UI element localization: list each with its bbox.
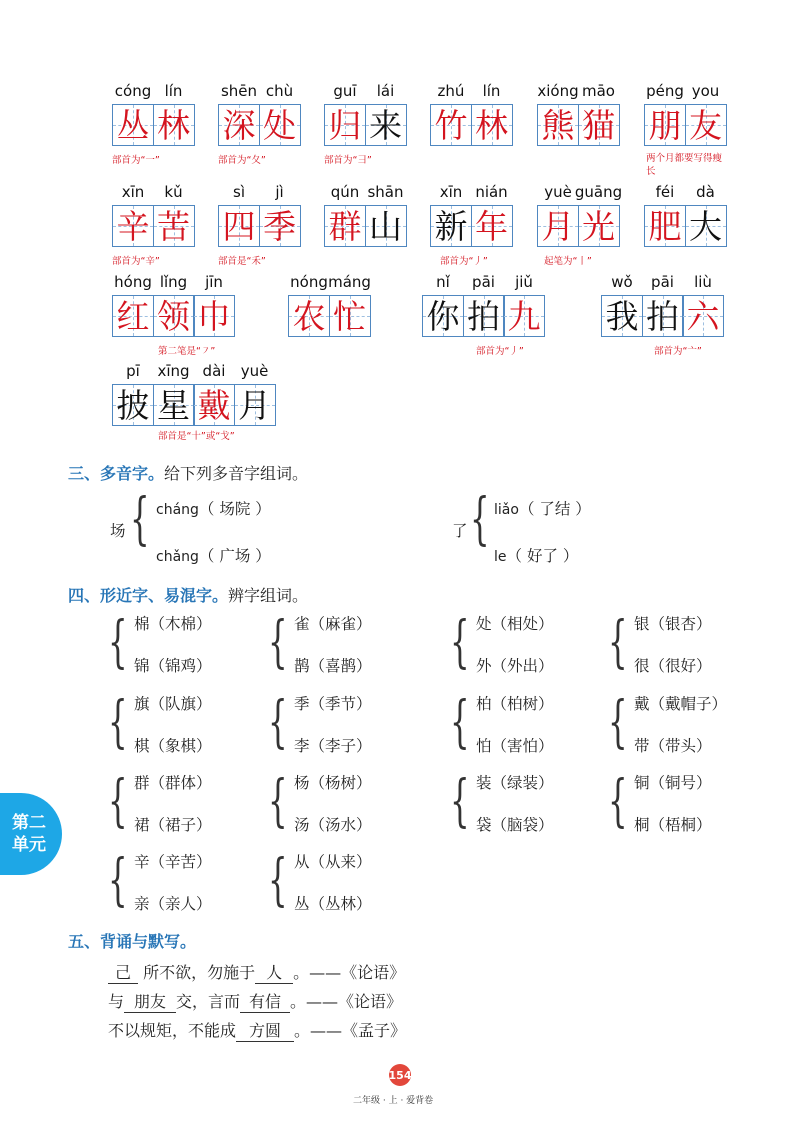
tianzige-grid <box>430 104 511 146</box>
char-cell: 季 <box>259 205 301 247</box>
word-group <box>430 82 513 146</box>
brace-icon: { <box>108 690 128 755</box>
word-group <box>324 183 407 247</box>
similar-char-item: 雀（麻雀） <box>294 615 372 633</box>
similar-char-item: 装（绿装） <box>476 774 554 792</box>
char-cell: 林 <box>153 104 195 146</box>
brace-icon: { <box>450 610 470 675</box>
pinyin-row <box>537 82 620 104</box>
char-cell: 光 <box>578 205 620 247</box>
brace-icon: { <box>450 769 470 834</box>
word-group <box>112 183 195 247</box>
pinyin: sì <box>233 183 245 201</box>
char-cell: 山 <box>365 205 407 247</box>
tianzige-grid <box>218 205 299 247</box>
stroke-hint: 部首为“辛” <box>112 256 160 267</box>
recitation-line <box>108 989 402 1013</box>
fill-blank: 人 <box>255 960 293 984</box>
char-cell: 苦 <box>153 205 195 247</box>
brace-icon: { <box>108 610 128 675</box>
pinyin: zhú <box>437 82 465 100</box>
stroke-hint: 部首是“禾” <box>218 256 266 267</box>
stroke-hint: 部首为“亠” <box>654 346 702 357</box>
similar-char-item: 亲（亲人） <box>134 895 212 913</box>
pinyin: nǐ <box>436 273 450 291</box>
word-group <box>218 82 301 146</box>
similar-char-item: 从（从来） <box>294 853 372 871</box>
pinyin: guāng <box>574 183 623 201</box>
similar-char-item: 李（李子） <box>294 737 372 755</box>
stroke-hint: 部首为“彐” <box>324 155 372 166</box>
recitation-line <box>108 960 405 984</box>
similar-char-item: 杨（杨树） <box>294 774 372 792</box>
pinyin: jīn <box>205 273 223 291</box>
similar-char-item: 旗（队旗） <box>134 695 212 713</box>
brace-icon: { <box>268 848 288 913</box>
section5-header: 五、背诵与默写。 <box>68 932 197 951</box>
similar-char-item: 袋（脑袋） <box>476 816 554 834</box>
pinyin: xīng <box>157 362 190 380</box>
similar-char-item: 汤（汤水） <box>294 816 372 834</box>
word-group <box>601 273 724 337</box>
polyphone-char: 了 <box>452 522 468 540</box>
line-text: 。——《论语》 <box>290 992 403 1011</box>
stroke-hint: 部首为“一” <box>112 155 160 166</box>
tianzige-grid <box>218 104 299 146</box>
stroke-hint: 部首为“夂” <box>218 155 266 166</box>
brace-icon: { <box>268 610 288 675</box>
pinyin-row <box>112 183 195 205</box>
pinyin: lǐng <box>159 273 188 291</box>
char-cell: 九 <box>503 295 545 337</box>
pinyin: kǔ <box>164 183 183 201</box>
char-cell: 来 <box>365 104 407 146</box>
similar-char-item: 群（群体） <box>134 774 212 792</box>
pinyin: hóng <box>114 273 152 291</box>
char-cell: 披 <box>112 384 154 426</box>
pinyin: yuè <box>240 362 269 380</box>
similar-char-item: 季（季节） <box>294 695 372 713</box>
char-cell: 六 <box>682 295 724 337</box>
word-group <box>324 82 407 146</box>
brace-icon: { <box>608 690 628 755</box>
similar-char-item: 外（外出） <box>476 657 554 675</box>
stroke-hint: 第二笔是“㇇” <box>158 346 216 357</box>
fill-blank: 方圆 <box>236 1018 294 1042</box>
similar-char-item: 很（很好） <box>634 657 712 675</box>
brace-icon: { <box>470 487 490 552</box>
fill-blank: 有信 <box>240 989 290 1013</box>
pinyin: máng <box>328 273 371 291</box>
pinyin-row <box>218 183 301 205</box>
char-cell: 熊 <box>537 104 579 146</box>
pinyin-row <box>644 82 727 104</box>
pinyin: xīn <box>439 183 463 201</box>
char-cell: 朋 <box>644 104 686 146</box>
similar-char-item: 裙（裙子） <box>134 816 212 834</box>
pinyin-row <box>422 273 545 295</box>
brace-icon: { <box>608 610 628 675</box>
polyphone-char: 场 <box>110 522 126 540</box>
pinyin: liù <box>694 273 712 291</box>
brace-icon: { <box>450 690 470 755</box>
pinyin-row <box>288 273 371 295</box>
similar-char-item: 处（相处） <box>476 615 554 633</box>
pinyin: shēn <box>220 82 258 100</box>
pinyin: yuè <box>544 183 572 201</box>
char-cell: 月 <box>234 384 276 426</box>
pinyin-row <box>324 183 407 205</box>
pinyin: guī <box>333 82 357 100</box>
brace-icon: { <box>268 769 288 834</box>
pinyin: jiǔ <box>515 273 533 291</box>
similar-char-item: 丛（丛林） <box>294 895 372 913</box>
pinyin: féi <box>655 183 675 201</box>
page-number: 154 <box>389 1064 411 1086</box>
char-cell: 领 <box>153 295 195 337</box>
unit-tab: 第二 单元 <box>0 793 62 875</box>
pinyin: qún <box>330 183 360 201</box>
pinyin: péng <box>646 82 684 100</box>
char-cell: 处 <box>259 104 301 146</box>
pinyin: lái <box>376 82 395 100</box>
pinyin: lín <box>482 82 501 100</box>
fill-blank: 朋友 <box>124 989 176 1013</box>
word-group <box>537 183 623 247</box>
char-cell: 巾 <box>193 295 235 337</box>
pinyin-row <box>644 183 727 205</box>
similar-char-item: 银（银杏） <box>634 615 712 633</box>
line-text: 。——《论语》 <box>293 963 406 982</box>
tianzige-grid <box>537 205 618 247</box>
line-text: 不以规矩，不能成 <box>108 1021 237 1040</box>
char-cell: 猫 <box>578 104 620 146</box>
char-cell: 月 <box>537 205 579 247</box>
word-group <box>644 82 727 146</box>
similar-char-item: 辛（辛苦） <box>134 853 212 871</box>
tianzige-grid <box>422 295 544 337</box>
pinyin: lín <box>164 82 183 100</box>
pinyin: pāi <box>472 273 495 291</box>
line-text: 所不欲，勿施于 <box>138 963 256 982</box>
char-cell: 深 <box>218 104 260 146</box>
recitation-line <box>108 1018 406 1042</box>
pinyin-row <box>218 82 301 104</box>
char-cell: 新 <box>430 205 472 247</box>
fill-blank: 己 <box>108 960 138 984</box>
stroke-hint: 部首为“丿” <box>476 346 524 357</box>
tianzige-grid <box>601 295 723 337</box>
similar-char-item: 铜（铜号） <box>634 774 712 792</box>
pinyin-row <box>601 273 724 295</box>
stroke-hint: 两个月都要写得瘦长 <box>646 153 723 177</box>
tianzige-grid <box>537 104 618 146</box>
pinyin: nóng <box>290 273 328 291</box>
polyphone-item: chǎng（ 广场 ） <box>156 547 271 565</box>
pinyin-row <box>430 183 513 205</box>
similar-char-item: 鹊（喜鹊） <box>294 657 372 675</box>
char-cell: 丛 <box>112 104 154 146</box>
brace-icon: { <box>608 769 628 834</box>
polyphone-item: liǎo（ 了结 ） <box>494 500 591 518</box>
pinyin: pāi <box>651 273 674 291</box>
char-cell: 我 <box>601 295 643 337</box>
char-cell: 辛 <box>112 205 154 247</box>
char-cell: 肥 <box>644 205 686 247</box>
word-group <box>112 273 235 337</box>
pinyin: chù <box>265 82 294 100</box>
similar-char-item: 柏（柏树） <box>476 695 554 713</box>
pinyin-row <box>430 82 513 104</box>
char-cell: 拍 <box>463 295 505 337</box>
stroke-hint: 起笔为“丨” <box>544 256 592 267</box>
word-group <box>422 273 545 337</box>
pinyin: nián <box>475 183 508 201</box>
word-group <box>218 183 301 247</box>
similar-char-item: 锦（锦鸡） <box>134 657 212 675</box>
line-text: 交，言而 <box>176 992 241 1011</box>
char-cell: 忙 <box>329 295 371 337</box>
word-group <box>430 183 513 247</box>
brace-icon: { <box>268 690 288 755</box>
pinyin: xióng <box>537 82 579 100</box>
stroke-hint: 部首为“丿” <box>440 256 488 267</box>
footer-text: 二年级 · 上 · 爱背卷 <box>353 1096 434 1106</box>
tianzige-grid <box>430 205 511 247</box>
word-group <box>112 362 276 426</box>
char-cell: 竹 <box>430 104 472 146</box>
char-cell: 大 <box>685 205 727 247</box>
similar-char-item: 棉（木棉） <box>134 615 212 633</box>
brace-icon: { <box>108 848 128 913</box>
line-text: 。——《孟子》 <box>294 1021 407 1040</box>
pinyin-row <box>112 273 235 295</box>
char-cell: 星 <box>153 384 195 426</box>
tianzige-grid <box>324 205 405 247</box>
word-group <box>644 183 727 247</box>
char-cell: 农 <box>288 295 330 337</box>
tianzige-grid <box>644 104 725 146</box>
pinyin-row <box>537 183 623 205</box>
char-cell: 你 <box>422 295 464 337</box>
pinyin: cóng <box>114 82 152 100</box>
tianzige-grid <box>112 104 193 146</box>
word-group <box>112 82 195 146</box>
pinyin: māo <box>582 82 615 100</box>
char-cell: 群 <box>324 205 366 247</box>
polyphone-item: cháng（ 场院 ） <box>156 500 271 518</box>
pinyin: you <box>691 82 720 100</box>
polyphone-item: le（ 好了 ） <box>494 547 579 565</box>
pinyin-row <box>324 82 407 104</box>
word-group <box>537 82 620 146</box>
section3-header: 三、多音字。给下列多音字组词。 <box>68 464 309 483</box>
similar-char-item: 怕（害怕） <box>476 737 554 755</box>
tianzige-grid <box>644 205 725 247</box>
pinyin: xīn <box>121 183 145 201</box>
char-cell: 红 <box>112 295 154 337</box>
char-cell: 友 <box>685 104 727 146</box>
word-group <box>288 273 371 337</box>
char-cell: 林 <box>471 104 513 146</box>
pinyin-row <box>112 362 276 384</box>
stroke-hint: 部首是“十”或“戈” <box>158 431 235 442</box>
similar-char-item: 戴（戴帽子） <box>634 695 728 713</box>
tianzige-grid <box>112 205 193 247</box>
pinyin: dài <box>202 362 226 380</box>
pinyin: wǒ <box>611 273 633 291</box>
tianzige-grid <box>288 295 369 337</box>
brace-icon: { <box>130 487 150 552</box>
char-cell: 年 <box>471 205 513 247</box>
pinyin: jì <box>275 183 284 201</box>
tianzige-grid <box>112 384 274 426</box>
similar-char-item: 桐（梧桐） <box>634 816 712 834</box>
char-cell: 戴 <box>193 384 235 426</box>
section4-header: 四、形近字、易混字。辨字组词。 <box>68 586 309 605</box>
similar-char-item: 棋（象棋） <box>134 737 212 755</box>
pinyin: dà <box>696 183 715 201</box>
pinyin-row <box>112 82 195 104</box>
pinyin: shān <box>367 183 404 201</box>
char-cell: 归 <box>324 104 366 146</box>
line-text: 与 <box>108 992 125 1011</box>
pinyin: pī <box>126 362 140 380</box>
brace-icon: { <box>108 769 128 834</box>
tianzige-grid <box>324 104 405 146</box>
char-cell: 四 <box>218 205 260 247</box>
similar-char-item: 带（带头） <box>634 737 712 755</box>
tianzige-grid <box>112 295 234 337</box>
char-cell: 拍 <box>642 295 684 337</box>
